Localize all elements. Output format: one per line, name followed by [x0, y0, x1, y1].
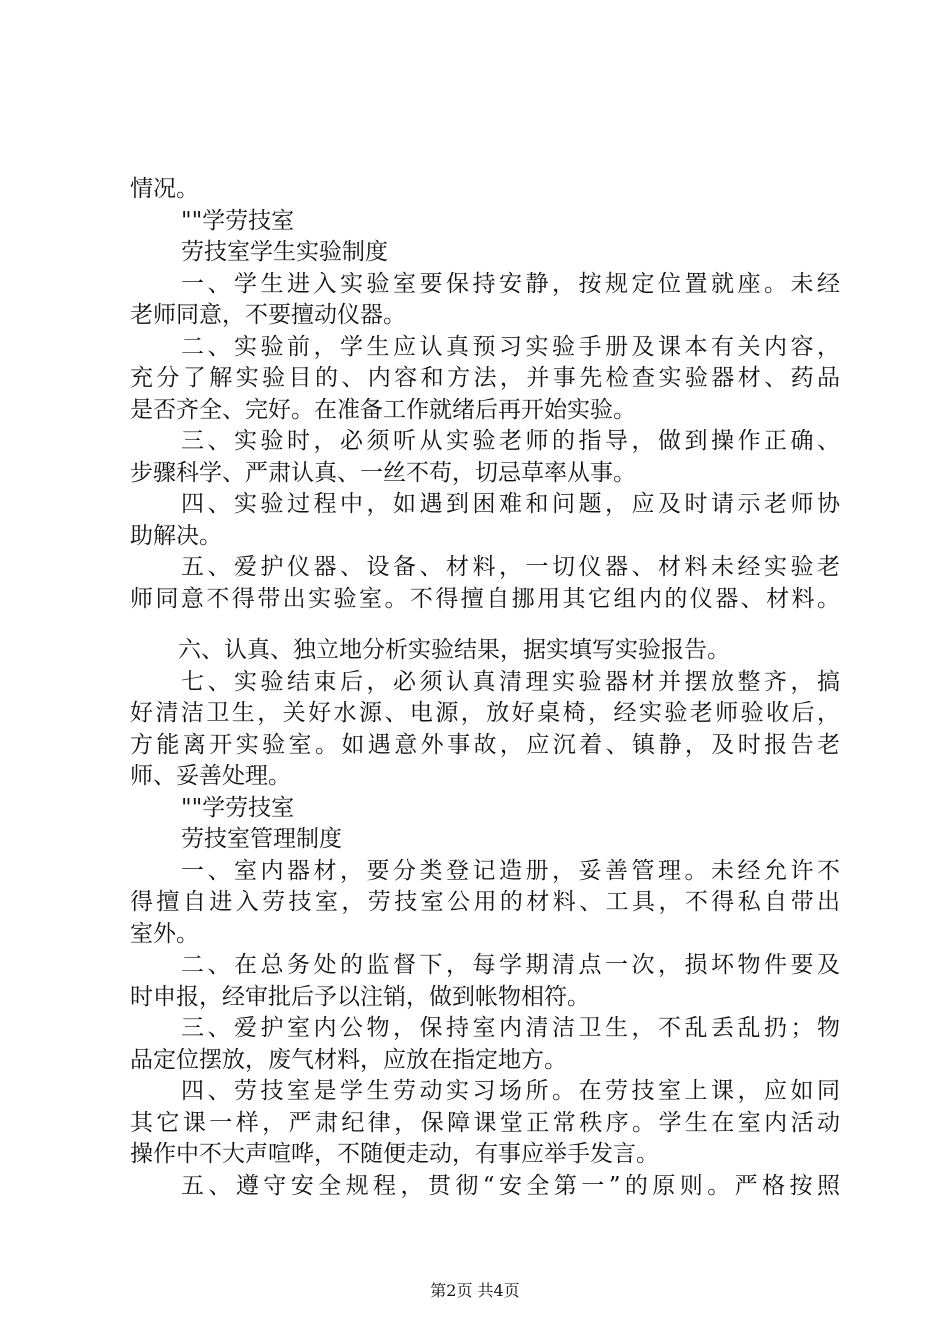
paragraph-line: 一、学生进入实验室要保持安静，按规定位置就座。未经	[181, 270, 840, 297]
section-heading: ""学劳技室	[181, 207, 295, 234]
paragraph-line: 一、室内器材，要分类登记造册，妥善管理。未经允许不	[181, 857, 840, 884]
document-body	[130, 174, 840, 1202]
paragraph-line: 三、实验时，必须听从实验老师的指导，做到操作正确、	[181, 428, 840, 454]
section-title: 劳技室学生实验制度	[181, 239, 388, 265]
paragraph-line: 老师同意，不要擅动仪器。	[130, 302, 406, 328]
paragraph-line: 五、遵守安全规程，贯彻“安全第一”的原则。严格按照	[181, 1172, 840, 1199]
paragraph-line: 助解决。	[130, 522, 222, 549]
paragraph-line: 五、爱护仪器、设备、材料，一切仪器、材料未经实验老	[181, 554, 840, 580]
paragraph-line: 二、在总务处的监督下，每学期清点一次，损坏物件要及	[181, 952, 840, 978]
paragraph-line: 四、实验过程中，如遇到困难和问题，应及时请示老师协	[181, 491, 840, 517]
page-footer: 第2页 共4页	[430, 1281, 520, 1300]
section-title: 劳技室管理制度	[181, 826, 342, 852]
paragraph-line: 六、认真、独立地分析实验结果，据实填写实验报告。	[178, 637, 730, 663]
paragraph-line: 方能离开实验室。如遇意外事故，应沉着、镇静，及时报告老	[130, 731, 840, 758]
paragraph-line: 二、实验前，学生应认真预习实验手册及课本有关内容，	[181, 333, 840, 360]
paragraph-line: 七、实验结束后，必须认真清理实验器材并摆放整齐，搞	[181, 668, 840, 695]
paragraph-line: 好清洁卫生，关好水源、电源，放好桌椅，经实验老师验收后，	[130, 700, 840, 726]
paragraph-line: 得擅自进入劳技室，劳技室公用的材料、工具，不得私自带出	[130, 889, 840, 915]
paragraph-gap	[130, 615, 840, 635]
paragraph-line: 三、爱护室内公物，保持室内清洁卫生，不乱丢乱扔；物	[181, 1015, 840, 1041]
paragraph-line: 步骤科学、严肃认真、一丝不苟，切忌草率从事。	[130, 459, 636, 486]
paragraph-line: 时申报，经审批后予以注销，做到帐物相符。	[130, 983, 590, 1010]
paragraph-line: 师、妥善处理。	[130, 763, 291, 789]
paragraph-line: 是否齐全、完好。在准备工作就绪后再开始实验。	[130, 396, 636, 423]
paragraph-line: 四、劳技室是学生劳动实习场所。在劳技室上课，应如同	[181, 1078, 840, 1104]
paragraph-line: 室外。	[130, 920, 199, 947]
paragraph-line: 操作中不大声喧哗，不随便走动，有事应举手发言。	[130, 1141, 659, 1167]
paragraph-line: 师同意不得带出实验室。不得擅自挪用其它组内的仪器、材料。	[130, 585, 840, 612]
text-line: 情况。	[130, 176, 199, 202]
paragraph-line: 品定位摆放，废气材料，应放在指定地方。	[130, 1046, 567, 1073]
section-heading: ""学劳技室	[181, 794, 295, 821]
paragraph-line: 其它课一样，严肃纪律，保障课堂正常秩序。学生在室内活动	[130, 1109, 840, 1136]
paragraph-line: 充分了解实验目的、内容和方法，并事先检查实验器材、药品	[130, 365, 840, 391]
